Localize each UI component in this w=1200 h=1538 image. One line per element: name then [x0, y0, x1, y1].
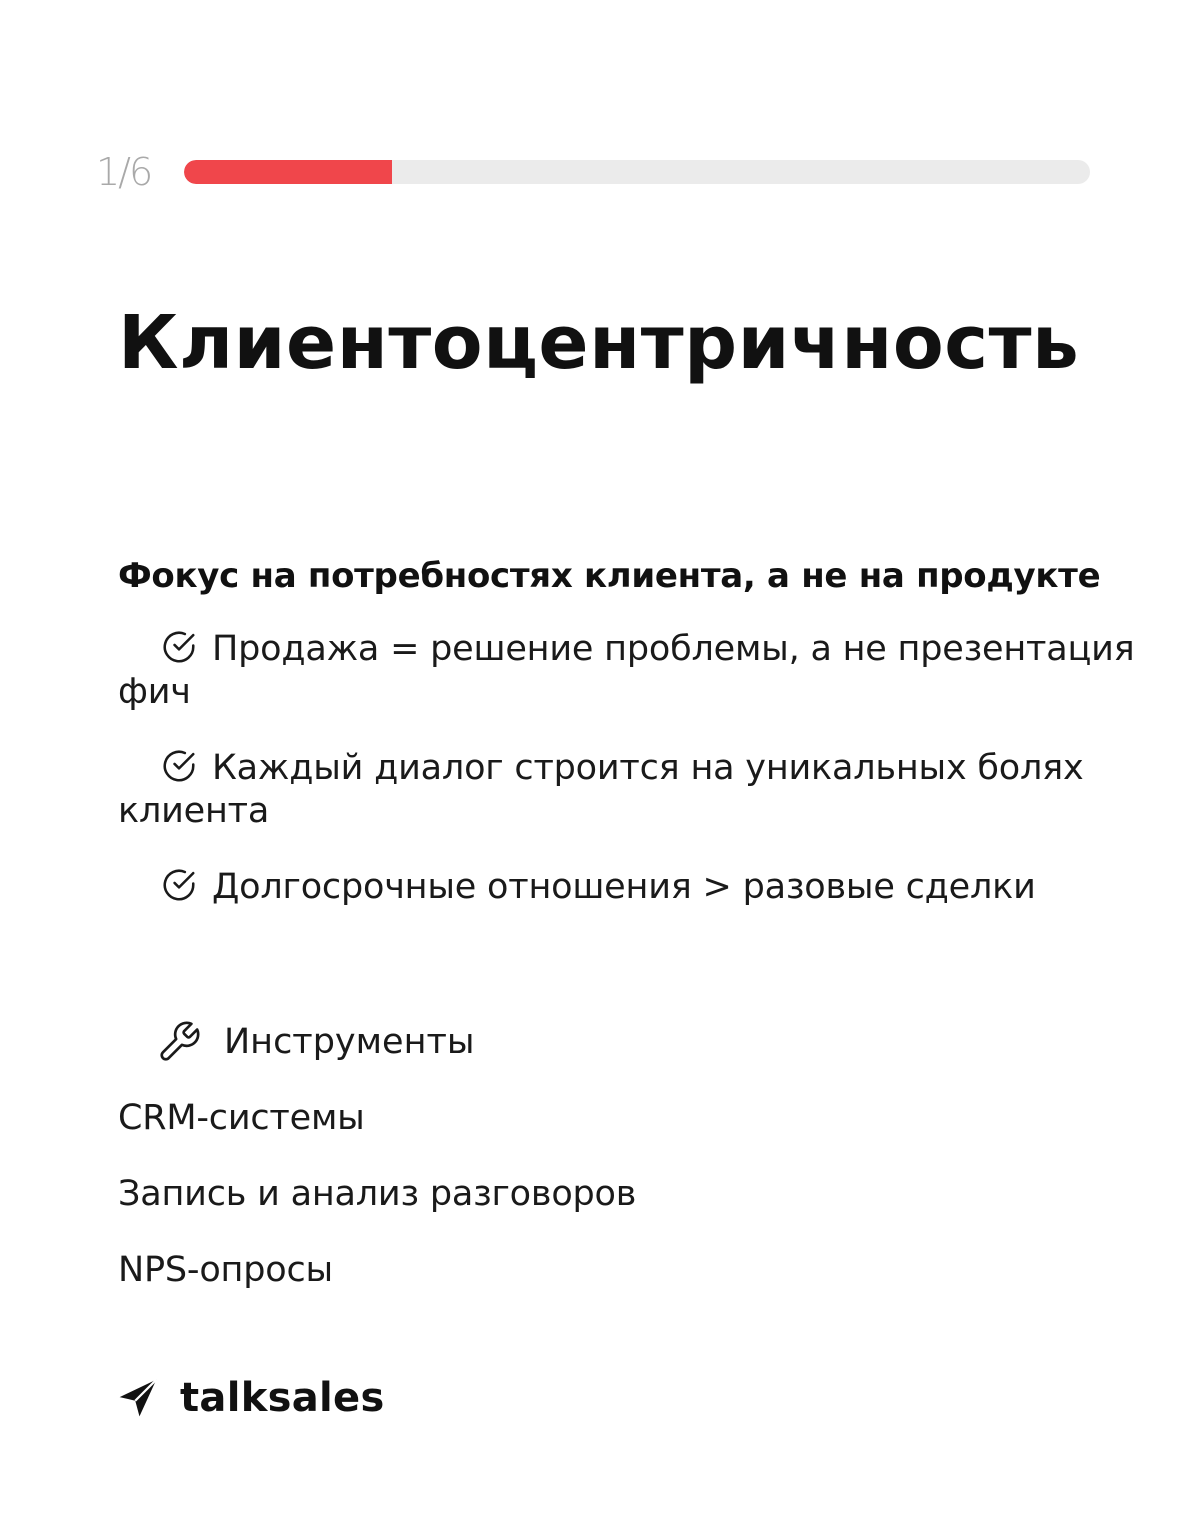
tools-heading-text: Инструменты: [224, 1022, 475, 1062]
benefit-list: [118, 628, 1158, 942]
paper-plane-icon: [116, 1376, 160, 1420]
list-item: CRM-системы: [118, 1098, 365, 1138]
tools-heading: [156, 1016, 474, 1068]
progress-indicator: [96, 148, 1096, 198]
list-item: NPS-опросы: [118, 1250, 333, 1290]
progress-bar-fill: [184, 160, 392, 184]
page-title: Клиентоцентричность: [118, 300, 1080, 386]
list-item: Запись и анализ разговоров: [118, 1174, 637, 1214]
tools-list: [118, 1096, 636, 1324]
list-item: [118, 747, 1158, 833]
list-item: [118, 628, 1158, 714]
focus-heading: Фокус на потребностях клиента, а не на продукте: [118, 556, 1101, 596]
list-item-text: Долгосрочные отношения > разовые сделки: [212, 867, 1036, 907]
list-item-text: Продажа = решение проблемы, а не презентация фич: [118, 629, 1135, 712]
check-circle-icon: [160, 866, 198, 904]
progress-counter: 1/6: [96, 150, 152, 194]
list-item: [118, 866, 1158, 909]
brand-logo: [116, 1372, 385, 1424]
check-circle-icon: [160, 628, 198, 666]
wrench-icon: [156, 1019, 202, 1065]
brand-name: talksales: [180, 1375, 385, 1421]
progress-bar: [184, 160, 1090, 184]
check-circle-icon: [160, 747, 198, 785]
list-item-text: Каждый диалог строится на уникальных болях клиента: [118, 748, 1084, 831]
